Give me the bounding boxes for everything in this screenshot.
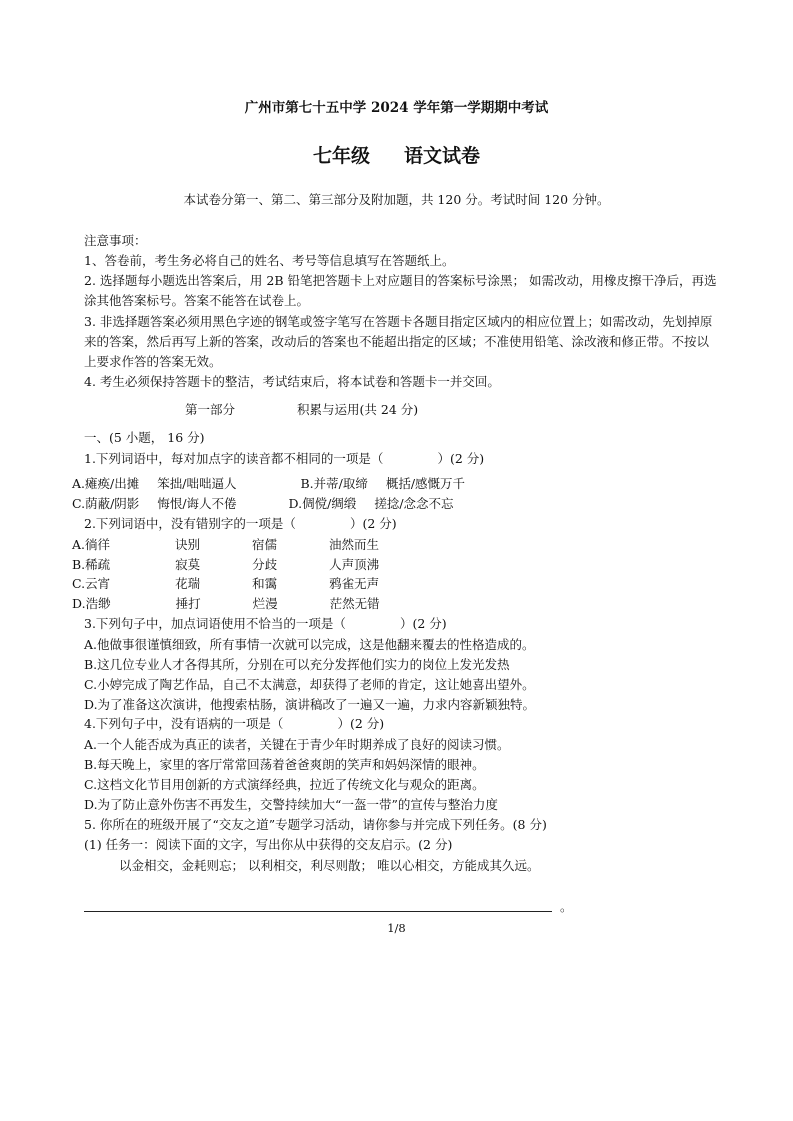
question-2-stem: [84, 514, 397, 534]
part-subtitle: 积累与运用(共 24 分): [297, 402, 419, 417]
q3-option-b: B.这几位专业人才各得其所，分别在可以充分发挥他们实力的岗位上发光发热: [84, 657, 510, 672]
question-3-stem: [84, 614, 447, 634]
answer-blank-line[interactable]: [84, 910, 552, 912]
notice-item-2: 2. 选择题每小题选出答案后，用 2B 铅笔把答题卡上对应题目的答案标号涂黑； 如需改动，用橡皮擦干净后，再选涂其他答案标号。答案不能答在试卷上。: [84, 273, 717, 308]
answer-end-mark: 。: [560, 899, 573, 914]
question-5-stem: 5. 你所在的班级开展了“交友之道”专题学习活动，请你参与并完成下列任务。(8 分): [84, 817, 547, 832]
grade-label: 七年级: [312, 145, 370, 167]
q2-option-c: C.云宵 花瑞 和霭 鸦雀无声: [72, 576, 380, 591]
page-number: 1/8: [387, 921, 406, 935]
notice-item-1: 1、答卷前，考生务必将自己的姓名、考号等信息填写在答题纸上。: [84, 253, 455, 268]
question-1-options-row-1: [72, 474, 465, 494]
exam-intro: 本试卷分第一、第二、第三部分及附加题，共 120 分。考试时间 120 分钟。: [183, 192, 610, 207]
q2-stem-text: 2.下列词语中，没有错别字的一项是（: [84, 516, 296, 531]
q4-option-b: B.每天晚上，家里的客厅常常回荡着爸爸爽朗的笑声和妈妈深情的眼神。: [84, 757, 485, 772]
exam-header-title: 广州市第七十五中学 2024 学年第一学期期中考试: [244, 100, 549, 116]
q1-option-b: B.并蒂/取缔 概括/感慨万千: [300, 476, 466, 491]
q3-option-a: A.他做事很谨慎细致，所有事情一次就可以完成，这是他翻来覆去的性格造成的。: [84, 637, 535, 652]
q3-score: ）(2 分): [399, 616, 447, 631]
notice-item-3: 3. 非选择题答案必须用黑色字迹的钢笔或签字笔写在答题卡各题目指定区域内的相应位置上；如需改动，先划掉原来的答案，然后再写上新的答案，改动后的答案也不能超出指定的区域；不准使用铅笔、涂改液和修正带。不按以上要求作答的答案无效。: [84, 314, 713, 369]
section-one-heading: 一、(5 小题， 16 分): [84, 430, 205, 445]
q2-option-a: A.徜徉 诀别 宿儒 油然而生: [72, 537, 380, 552]
q2-score: ）(2 分): [349, 516, 397, 531]
q5-task-1: (1) 任务一：阅读下面的文字，写出你从中获得的交友启示。(2 分): [84, 837, 453, 852]
q4-option-a: A.一个人能否成为真正的读者，关键在于青少年时期养成了良好的阅读习惯。: [84, 737, 510, 752]
q1-score: ）(2 分): [437, 451, 485, 466]
notice-item-4: 4. 考生必须保持答题卡的整洁，考试结束后，将本试卷和答题卡一并交回。: [84, 374, 500, 389]
q4-score: ）(2 分): [337, 716, 385, 731]
q4-option-d: D.为了防止意外伤害不再发生，交警持续加大“一盔一带”的宣传与整治力度: [84, 797, 498, 812]
q1-stem-text: 1.下列词语中，每对加点字的读音都不相同的一项是（: [84, 451, 384, 466]
q5-quote: 以金相交，金耗则忘； 以利相交，利尽则散； 唯以心相交，方能成其久远。: [119, 858, 540, 873]
q1-option-d: D.倜傥/绸缎 搓捻/念念不忘: [288, 496, 454, 511]
subject-label: 语文试卷: [404, 145, 481, 167]
exam-subject-title: [0, 143, 793, 169]
part-name: 第一部分: [185, 402, 236, 417]
q3-stem-text: 3.下列句子中，加点词语使用不恰当的一项是（: [84, 616, 346, 631]
notice-heading: 注意事项：: [84, 233, 147, 248]
q2-option-b: B.稀疏 寂莫 分歧 人声顶沸: [72, 557, 380, 572]
part-one-title: [185, 400, 418, 420]
q4-stem-text: 4.下列句子中，没有语病的一项是（: [84, 716, 284, 731]
q1-option-a: A.瘫痪/出摊 笨拙/咄咄逼人: [72, 476, 237, 491]
question-1-stem: [84, 449, 484, 469]
question-1-options-row-2: [72, 494, 454, 514]
q2-option-d: D.浩缈 捶打 烂漫 茫然无错: [72, 596, 380, 611]
q3-option-d: D.为了准备这次演讲，他搜索枯肠，演讲稿改了一遍又一遍，力求内容新颖独特。: [84, 697, 536, 712]
question-4-stem: [84, 714, 384, 734]
q3-option-c: C.小婷完成了陶艺作品，自己不太满意，却获得了老师的肯定，这让她喜出望外。: [84, 677, 535, 692]
q4-option-c: C.这档文化节目用创新的方式演绎经典，拉近了传统文化与观众的距离。: [84, 777, 485, 792]
q1-option-c: C.荫蔽/阴影 悔恨/诲人不倦: [72, 496, 237, 511]
